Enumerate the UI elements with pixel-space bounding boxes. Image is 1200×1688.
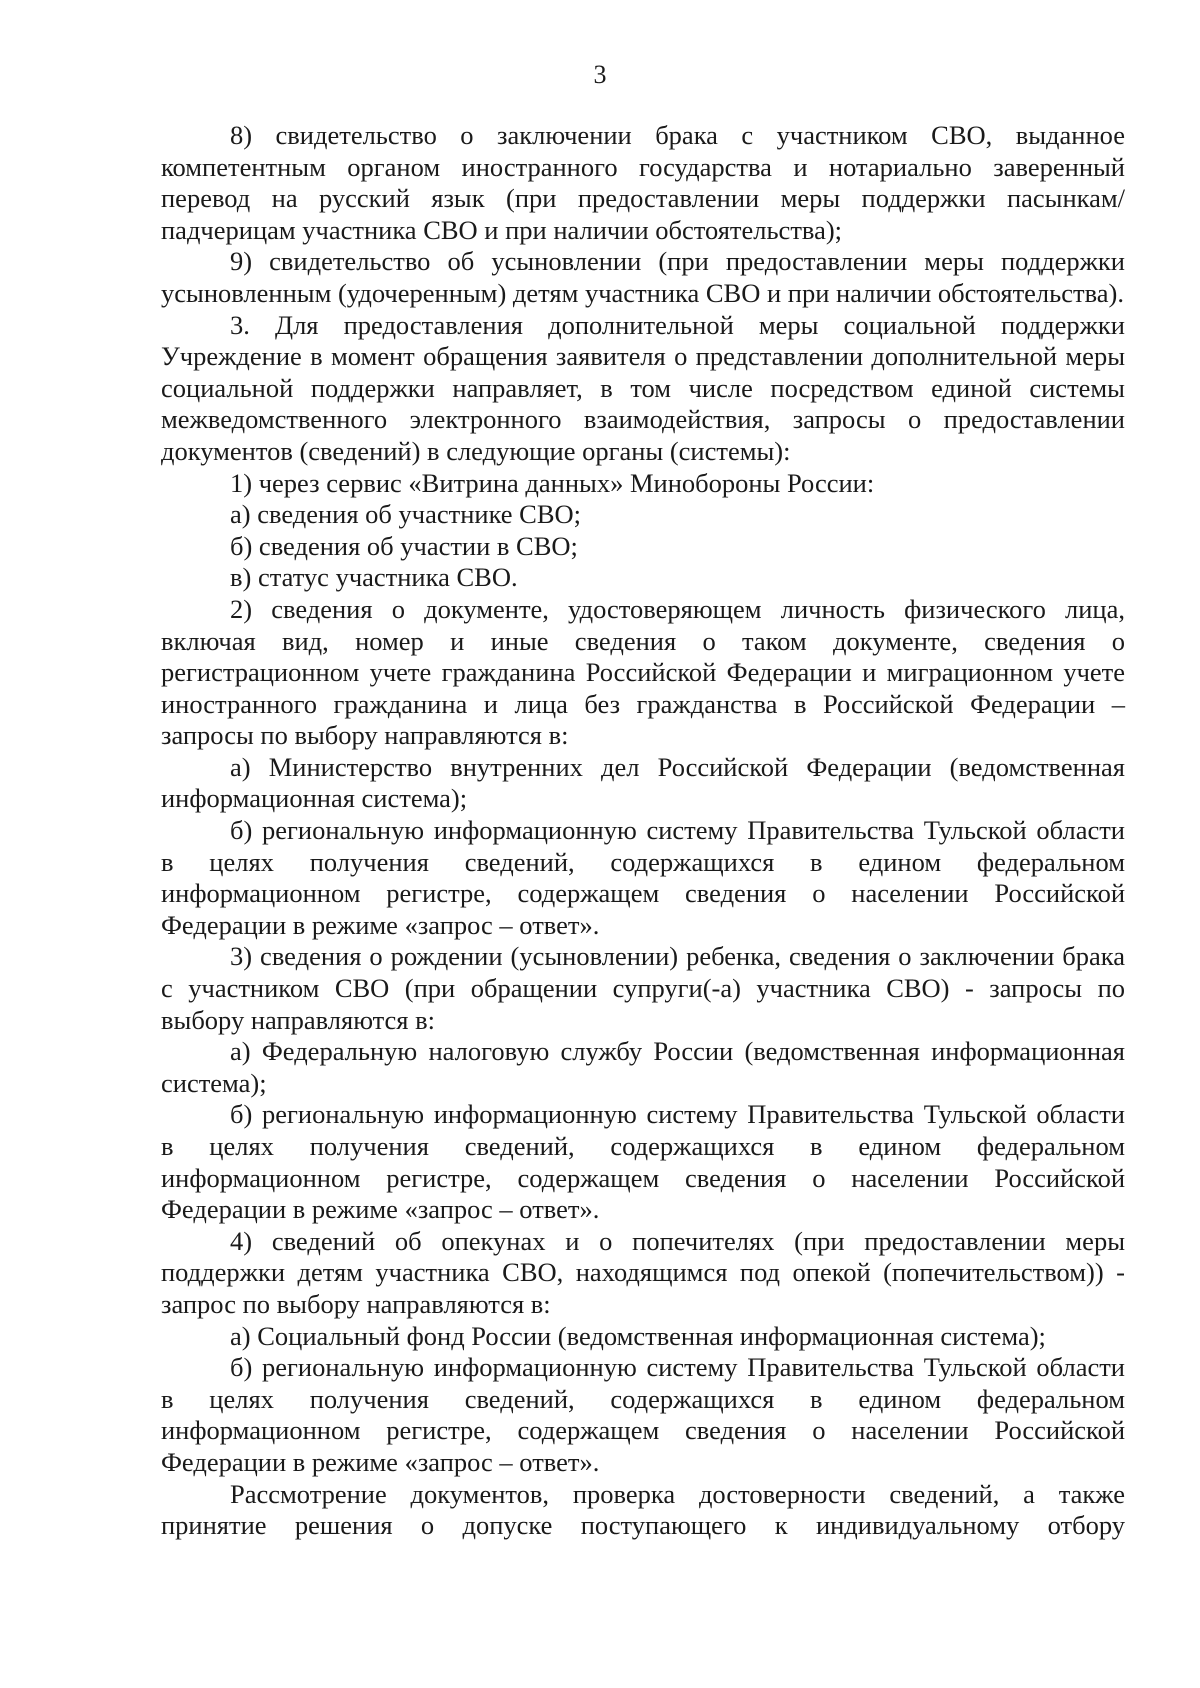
paragraph-subitem-1b: б) сведения об участии в СВО; [230,530,578,561]
paragraph-subitem-3a: а) Федеральную налоговую службу России (ведомственная информационная система); [161,1036,1125,1098]
paragraph-document-review: Рассмотрение документов, проверка достоверности сведений, а также принятие решения о допуске поступающего к индивидуальному отбору [161,1478,1125,1541]
paragraph-item-3-birth-records: 3) сведения о рождении (усыновлении) ребенка, сведения о заключении брака с участником СВО (при обращении супруги(-а) участника СВО) - запросы по выбору направляются в: [161,941,1125,1035]
page-number: 3 [593,60,607,89]
paragraph-subitem-3b: б) региональную информационную систему Правительства Тульской области в целях получения сведений, содержащихся в едином федеральном информационном регистре, содержащем сведения о населении Российской Федерации в режиме «запрос – ответ». [161,1099,1125,1225]
paragraph-item-8-marriage-certificate: 8) свидетельство о заключении брака с участником СВО, выданное компетентным органом иностранного государства и нотариально заверенный перевод на русский язык (при предоставлении меры поддержки пасынкам/падчерицам участника СВО и при наличии обстоятельства); [161,120,1125,245]
paragraph-item-9-adoption-certificate: 9) свидетельство об усыновлении (при предоставлении меры поддержки усыновленным (удочеренным) детям участника СВО и при наличии обстоятельства). [161,246,1125,308]
paragraph-item-2-identity-document: 2) сведения о документе, удостоверяющем личность физического лица, включая вид, номер и иные сведения о таком документе, сведения о регистрационном учете гражданина Российской Федерации и миграционном учете иностранного гражданина и лица без гражданства в Российской Федерации – запросы по выбору направляются в: [161,593,1125,751]
paragraph-subitem-4b: б) региональную информационную систему Правительства Тульской области в целях получения сведений, содержащихся в едином федеральном информационном регистре, содержащем сведения о населении Российской Федерации в режиме «запрос – ответ». [161,1352,1125,1477]
paragraph-subitem-2b: б) региональную информационную систему Правительства Тульской области в целях получения сведений, содержащихся в едином федеральном информационном регистре, содержащем сведения о населении Российской Федерации в режиме «запрос – ответ». [161,815,1125,940]
paragraph-subitem-4a: а) Социальный фонд России (ведомственная информационная система); [230,1320,1046,1351]
paragraph-subitem-2a: а) Министерство внутренних дел Российской Федерации (ведомственная информационная система); [161,751,1125,814]
paragraph-subitem-1a: а) сведения об участнике СВО; [230,499,582,530]
document-body [161,120,1125,1542]
paragraph-item-4-guardians: 4) сведений об опекунах и о попечителях (при предоставлении меры поддержки детям участника СВО, находящимся под опекой (попечительством)) - запрос по выбору направляются в: [161,1225,1125,1319]
paragraph-section-3-intro: 3. Для предоставления дополнительной меры социальной поддержки Учреждение в момент обращения заявителя о представлении дополнительной меры социальной поддержки направляет, в том числе посредством единой системы межведомственного электронного взаимодействия, запросы о предоставлении документов (сведений) в следующие органы (системы): [161,309,1125,466]
paragraph-item-1-data-showcase: 1) через сервис «Витрина данных» Минобороны России: [230,467,875,498]
paragraph-subitem-1c: в) статус участника СВО. [230,562,518,593]
